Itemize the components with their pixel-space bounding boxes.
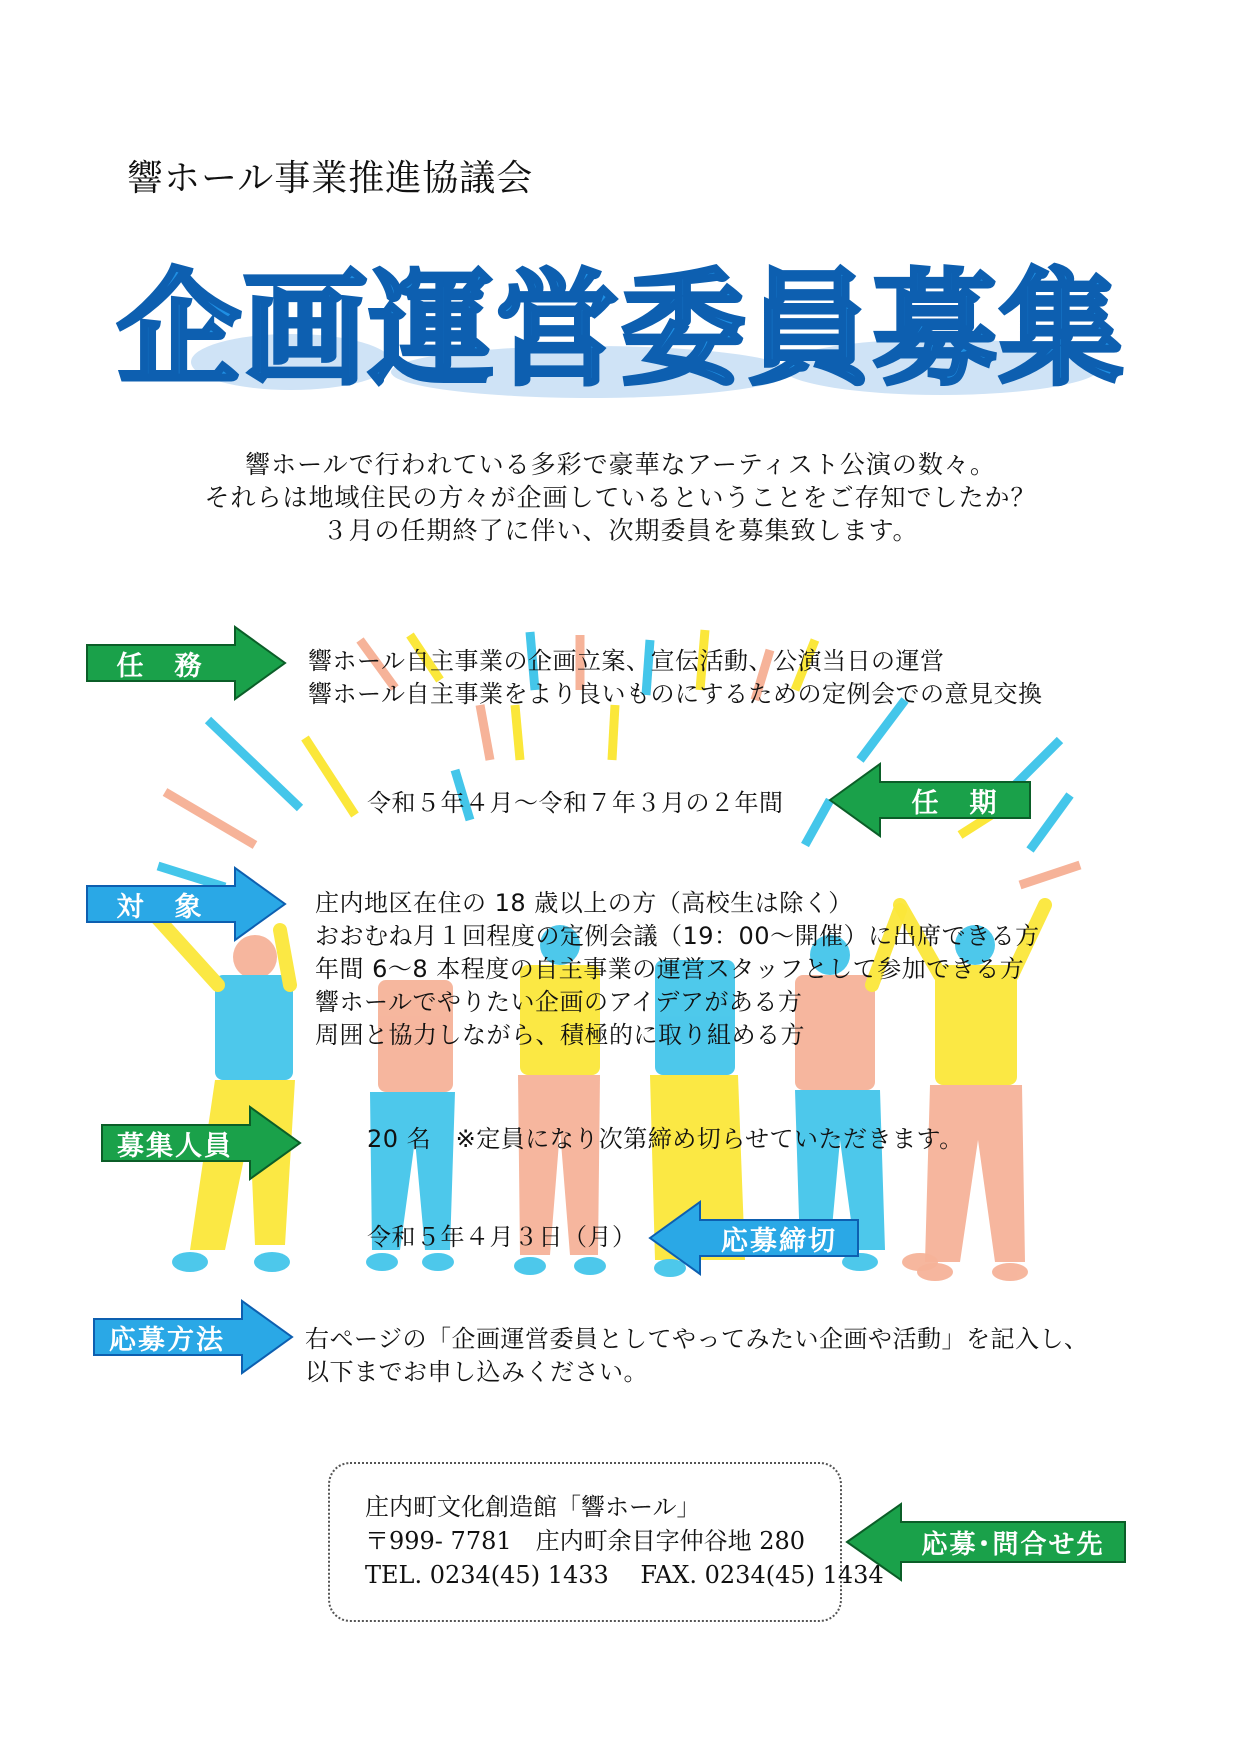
recruit-text: 20 名 ※定員になり次第締め切らせていただきます。	[367, 1125, 964, 1153]
ray	[515, 705, 520, 760]
intro-line: 響ホールで行われている多彩で豪華なアーティスト公演の数々。	[245, 450, 996, 479]
ray	[208, 720, 300, 808]
term-text: 令和５年４月～令和７年３月の２年間	[367, 789, 784, 817]
title-text: 企画運営委員募集	[116, 258, 1125, 402]
method-line: 以下までお申し込みください。	[305, 1358, 648, 1386]
contact-info	[365, 1490, 884, 1592]
duty-text	[308, 645, 1043, 711]
target-line: 周囲と協力しながら、積極的に取り組める方	[315, 1021, 805, 1049]
term-label: 任 期	[911, 787, 999, 819]
target-line: 響ホールでやりたい企画のアイデアがある方	[315, 988, 803, 1016]
intro-line: ３月の任期終了に伴い、次期委員を募集致します。	[322, 516, 919, 545]
method-tag	[92, 1299, 294, 1375]
target-text	[315, 887, 1040, 1052]
duty-line: 響ホール自主事業をより良いものにするための定例会での意見交換	[308, 680, 1043, 708]
intro-text	[0, 448, 1241, 547]
method-line: 右ページの「企画運営委員としてやってみたい企画や活動」を記入し、	[305, 1325, 1089, 1353]
method-text	[305, 1323, 1089, 1389]
ray	[612, 705, 615, 760]
recruit-label: 募集人員	[117, 1130, 233, 1162]
method-label: 応募方法	[109, 1324, 225, 1356]
ray	[305, 738, 355, 815]
deadline-label: 応募締切	[721, 1225, 837, 1257]
target-line: 年間 6～8 本程度の自主事業の運営スタッフとして参加できる方	[315, 955, 1025, 983]
organization-name: 響ホール事業推進協議会	[127, 158, 534, 199]
duty-line: 響ホール自主事業の企画立案、宣伝活動、公演当日の運営	[308, 647, 945, 675]
ray	[480, 705, 490, 760]
duty-label: 任 務	[116, 650, 204, 682]
contact-address: 〒999- 7781 庄内町余目字仲谷地 280	[365, 1527, 806, 1555]
contact-tag	[845, 1502, 1127, 1582]
contact-label: 応募･問合せ先	[921, 1529, 1105, 1560]
deadline-text: 令和５年４月３日（月）	[367, 1223, 637, 1251]
target-line: 庄内地区在住の 18 歳以上の方（高校生は除く）	[315, 889, 853, 917]
duty-tag	[85, 625, 287, 701]
ray	[1030, 795, 1070, 850]
title-graphic	[91, 222, 1151, 412]
person-figure	[150, 910, 295, 1272]
target-tag	[85, 866, 287, 942]
target-label: 対 象	[116, 891, 204, 923]
title-banner	[0, 222, 1241, 412]
intro-line: それらは地域住民の方々が企画しているということをご存知でしたか？	[204, 483, 1037, 512]
ray	[805, 800, 830, 845]
contact-phone: TEL. 0234(45) 1433 FAX. 0234(45) 1434	[365, 1561, 884, 1589]
target-line: おおむね月１回程度の定例会議（19：00～開催）に出席できる方	[315, 922, 1040, 950]
contact-name: 庄内町文化創造館「響ホール」	[365, 1493, 701, 1521]
recruit-tag	[100, 1105, 302, 1181]
ray	[1020, 865, 1080, 885]
ray	[165, 792, 255, 845]
deadline-tag	[648, 1200, 860, 1276]
term-tag	[828, 762, 1032, 838]
